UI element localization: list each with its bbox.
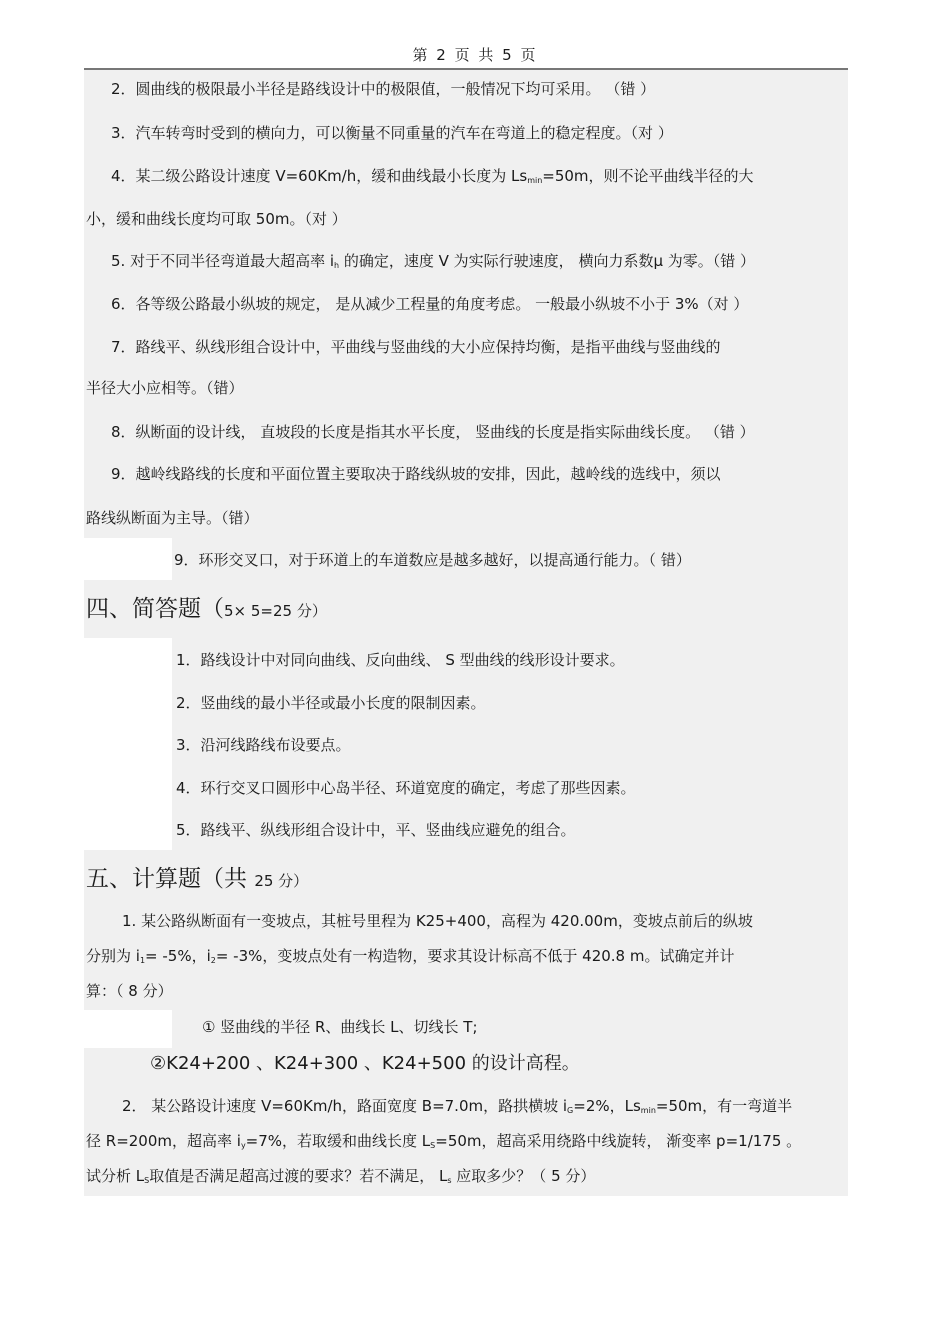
calc-subquestion: ②K24+200 、K24+300 、K24+500 的设计高程。: [150, 1053, 580, 1074]
judgement-item: 8．纵断面的设计线， 直坡段的长度是指其水平长度， 竖曲线的长度是指实际曲线长度。 （错 ）: [111, 423, 755, 441]
question-item: 4．环行交叉口圆形中心岛半径、环道宽度的确定，考虑了那些因素。: [176, 779, 636, 797]
calc-question-text: 算：（ 8 分）: [86, 982, 173, 1000]
judgement-item: 9．环形交叉口，对于环道上的车道数应是越多越好，以提高通行能力。（ 错）: [174, 551, 691, 569]
judgement-item: 3．汽车转弯时受到的横向力，可以衡量不同重量的汽车在弯道上的稳定程度。（对 ）: [111, 124, 673, 142]
calc-question-text: 2． 某公路设计速度 V=60Km/h，路面宽度 B=7.0m，路拱横坡 $i_G=2\%$，$Ls_{min}=50m$，有一弯道半: [122, 1097, 793, 1115]
calc-question-text: 试分析 $L_S$取值是否满足超高过渡的要求？若不满足， $L_s$ 应取多少？（ 5 分）: [86, 1167, 596, 1185]
judgement-item: 2．圆曲线的极限最小半径是路线设计中的极限值，一般情况下均可采用。 （错 ）: [111, 80, 656, 98]
judgement-item: 4．某二级公路设计速度 V=60Km/h，缓和曲线最小长度为 $Ls_{min}=50m$，则不论平曲线半径的大: [111, 167, 754, 185]
judgement-item: 半径大小应相等。（错）: [86, 379, 244, 397]
section-heading: 五、计算题（共 25 分）: [86, 866, 309, 892]
section-heading: 四、简答题（5× 5=25 分）: [86, 596, 327, 622]
calc-subquestion: ① 竖曲线的半径 R、曲线长 L、切线长 T;: [202, 1018, 478, 1036]
calc-question-text: 1. 某公路纵断面有一变坡点，其桩号里程为 K25+400，高程为 420.00m，变坡点前后的纵坡: [122, 912, 753, 930]
question-item: 5．路线平、纵线形组合设计中，平、竖曲线应避免的组合。: [176, 821, 576, 839]
calc-question-text: 径 R=200m，超高率 $i_y=7\%$，若取缓和曲线长度 $L_S=50m$，超高采用绕路中线旋转， 渐变率 p=1/175 。: [86, 1132, 802, 1150]
judgement-item: 路线纵断面为主导。（错）: [86, 509, 259, 527]
judgement-item: 小，缓和曲线长度均可取 50m。（对 ）: [86, 210, 347, 228]
question-item: 2．竖曲线的最小半径或最小长度的限制因素。: [176, 694, 486, 712]
calc-question-text: 分别为 $i_1= -5\%$，$i_2= -3\%$，变坡点处有一构造物，要求其设计标高不低于 420.8 m。试确定并计: [86, 947, 735, 965]
judgement-item: 5. 对于不同半径弯道最大超高率 $i_h$ 的确定，速度 V 为实际行驶速度， 横向力系数μ 为零。（错 ）: [111, 252, 756, 270]
judgement-item: 9．越岭线路线的长度和平面位置主要取决于路线纵坡的安排，因此，越岭线的选线中，须以: [111, 465, 721, 483]
page-header: 第 2 页 共 5 页: [412, 46, 538, 64]
judgement-item: 6．各等级公路最小纵坡的规定， 是从减少工程量的角度考虑。 一般最小纵坡不小于 3%（对 ）: [111, 295, 749, 313]
judgement-item: 7．路线平、纵线形组合设计中，平曲线与竖曲线的大小应保持均衡，是指平曲线与竖曲线的: [111, 338, 721, 356]
question-item: 1．路线设计中对同向曲线、反向曲线、 S 型曲线的线形设计要求。: [176, 651, 625, 669]
question-item: 3．沿河线路线布设要点。: [176, 736, 351, 754]
